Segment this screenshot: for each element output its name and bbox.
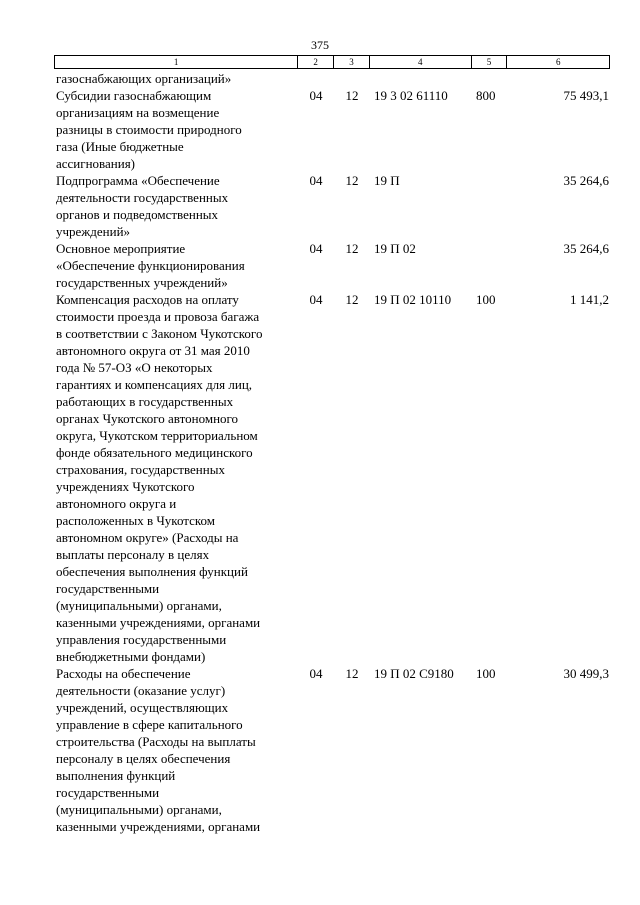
table-row xyxy=(54,172,610,240)
row-amount: 30 499,3 xyxy=(563,666,609,681)
row-name: Основное мероприятие «Обеспечение функционирования государственных учреждений» xyxy=(56,241,245,290)
row-name: Расходы на обеспечение деятельности (оказание услуг) учреждений, осуществляющих управление в сфере капитального строительства (Расходы на выплаты персоналу в целях обеспечения выполнения функций государственными (муниципальными) органами, казенными учреждениями, органами xyxy=(56,666,261,834)
row-amount: 75 493,1 xyxy=(563,88,609,103)
row-subsection xyxy=(334,70,370,87)
row-target-code: 19 П 02 10110 xyxy=(374,292,452,307)
table-row xyxy=(54,87,610,172)
row-section: 04 xyxy=(309,241,323,256)
row-name: Компенсация расходов на оплату стоимости проезда и провоза багажа в соответствии с Законом Чукотского автономного округа от 31 мая 2010 года № 57-ОЗ «О некоторых гарантиях и компенсациях для лиц, работающих в государственных органах Чукотского автономного округа, Чукотском территориальном фонде обязательного медицинского страхования, государственных учреждениях Чукотского автономного округа и расположенных в Чукотском автономном округе» (Расходы на выплаты персоналу в целях обеспечения выполнения функций государственными (муниципальными) органами, казенными учреждениями, органами управления государственными внебюджетными фондами) xyxy=(56,292,263,664)
row-amount: 35 264,6 xyxy=(563,173,609,188)
column-header-5: 5 xyxy=(472,56,508,68)
row-subsection: 12 xyxy=(345,241,359,256)
row-expense-type xyxy=(472,172,508,240)
column-header-3: 3 xyxy=(334,56,370,68)
row-name: Субсидии газоснабжающим организациям на возмещение разницы в стоимости природного газа (Иные бюджетные ассигнования) xyxy=(56,88,242,171)
column-header-1: 1 xyxy=(55,56,298,68)
row-target-code: 19 П 02 xyxy=(374,241,416,256)
row-subsection: 12 xyxy=(345,666,359,681)
row-section: 04 xyxy=(309,292,323,307)
column-header-6: 6 xyxy=(555,57,561,67)
row-section: 04 xyxy=(309,666,323,681)
row-expense-type: 100 xyxy=(476,292,496,307)
row-amount: 1 141,2 xyxy=(570,292,609,307)
row-target-code: 19 3 02 61110 xyxy=(374,88,448,103)
row-amount xyxy=(508,70,610,87)
row-name: газоснабжающих организаций» xyxy=(56,71,232,86)
row-name: Подпрограмма «Обеспечение деятельности государственных органов и подведомственных учреждений» xyxy=(56,173,229,239)
row-expense-type: 100 xyxy=(476,666,496,681)
row-amount: 35 264,6 xyxy=(563,241,609,256)
table-body xyxy=(54,70,610,835)
table-row xyxy=(54,291,610,665)
table-row xyxy=(54,70,610,87)
page-number: 375 xyxy=(311,38,329,52)
column-header-2: 2 xyxy=(298,56,334,68)
row-expense-type xyxy=(472,70,508,87)
row-target-code: 19 П 02 С9180 xyxy=(374,666,454,681)
column-header-4: 4 xyxy=(370,56,472,68)
row-expense-type xyxy=(472,240,508,291)
row-subsection: 12 xyxy=(345,292,359,307)
row-section xyxy=(298,70,334,87)
row-section: 04 xyxy=(309,88,323,103)
row-expense-type: 800 xyxy=(476,88,496,103)
row-target-code xyxy=(370,70,472,87)
row-subsection: 12 xyxy=(345,88,359,103)
table-row xyxy=(54,240,610,291)
table-row xyxy=(54,665,610,835)
row-subsection: 12 xyxy=(345,173,359,188)
row-target-code: 19 П xyxy=(374,173,400,188)
table-header xyxy=(54,55,610,69)
row-section: 04 xyxy=(309,173,323,188)
